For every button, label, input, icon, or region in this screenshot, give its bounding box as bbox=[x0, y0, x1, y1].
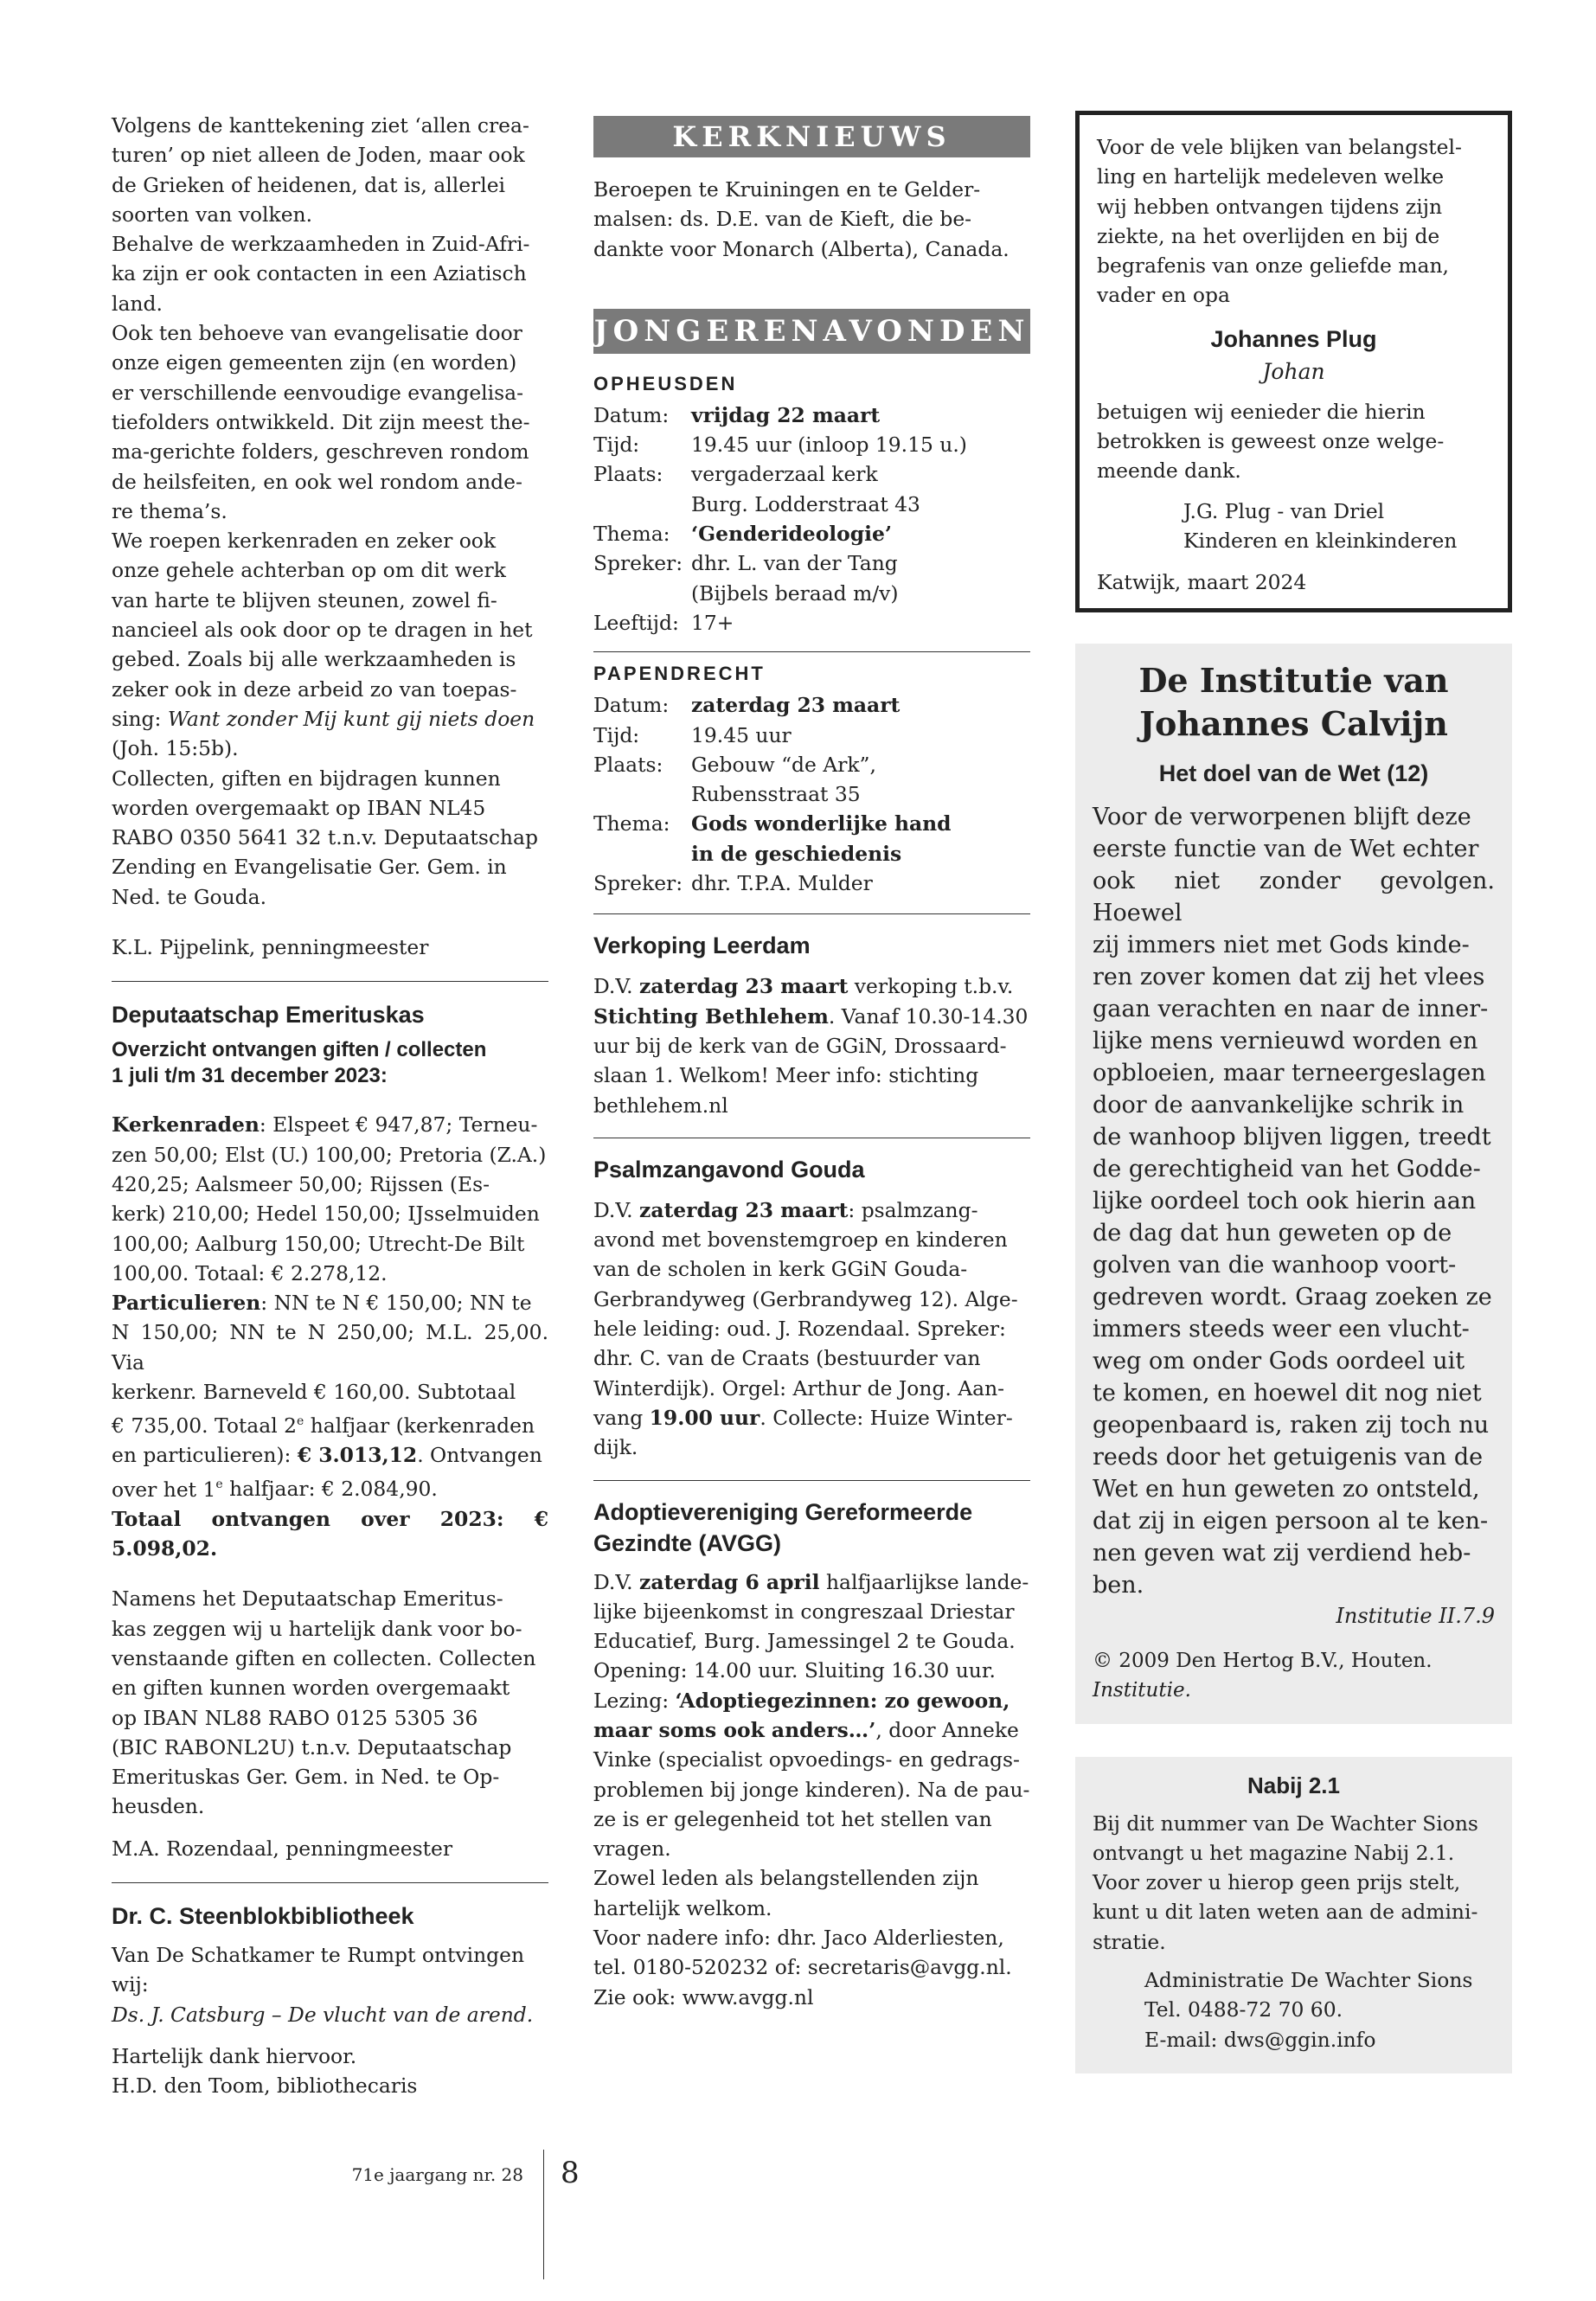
text-line: kas zeggen wij u hartelijk dank voor bo- bbox=[112, 1616, 522, 1641]
table-row bbox=[593, 779, 952, 809]
calvijn-title bbox=[1093, 659, 1495, 746]
time: 19.00 uur bbox=[649, 1405, 760, 1430]
text-segment: en particulieren): bbox=[112, 1443, 298, 1468]
text-line: gebed. Zoals bij alle werkzaamheden is bbox=[112, 647, 516, 672]
banner-kerknieuws: KERKNIEUWS bbox=[593, 116, 1030, 157]
text-line: nancieel als ook door op te dragen in het bbox=[112, 618, 533, 643]
text-line: Adoptievereniging Gereformeerde bbox=[593, 1498, 973, 1525]
nabij-text bbox=[1093, 1809, 1495, 1957]
text-line: Hartelijk dank hiervoor. bbox=[112, 2043, 357, 2068]
table-row bbox=[593, 608, 967, 638]
family-notice bbox=[1075, 111, 1512, 612]
thanks-paragraph bbox=[112, 1584, 548, 1821]
text-line bbox=[112, 1407, 548, 1440]
text-line: Gerbrandyweg (Gerbrandyweg 12). Alge- bbox=[593, 1286, 1018, 1311]
section-title: Psalmzangavond Gouda bbox=[593, 1156, 865, 1183]
row-value: 17+ bbox=[691, 610, 734, 635]
text-line: avond met bovenstemgroep en kinderen bbox=[593, 1227, 1008, 1253]
text-segment: $^e$ halfjaar: € 2.084,90. bbox=[215, 1477, 438, 1502]
row-label: Tijd: bbox=[593, 433, 640, 458]
text-line: Administratie De Wachter Sions bbox=[1144, 1968, 1473, 1993]
lecture-title: ‘Adoptiegezinnen: zo gewoon, bbox=[675, 1688, 1010, 1713]
section-title bbox=[593, 1497, 1030, 1559]
table-row bbox=[593, 809, 952, 838]
row-label bbox=[593, 839, 691, 868]
text-line: wij hebben ontvangen tijdens zijn bbox=[1097, 194, 1443, 219]
text-line: Bij dit nummer van De Wachter Sions bbox=[1093, 1811, 1478, 1836]
nabij-box bbox=[1075, 1757, 1512, 2073]
text-line: dijk. bbox=[593, 1435, 638, 1460]
row-label bbox=[593, 779, 691, 809]
row-value: vergaderzaal kerk bbox=[691, 462, 878, 487]
text-line: zij immers niet met Gods kinde- bbox=[1093, 931, 1470, 958]
row-value: Gods wonderlijke hand bbox=[691, 811, 952, 836]
banner-jongerenavonden: JONGERENAVONDEN bbox=[593, 309, 1030, 354]
text-line: lijke oordeel toch ook hierin aan bbox=[1093, 1187, 1477, 1215]
text-line: venstaande giften en collecten. Collecten bbox=[112, 1645, 536, 1670]
book-title: Institutie. bbox=[1093, 1678, 1191, 1702]
text-line: slaan 1. Welkom! Meer info: stichting bbox=[593, 1063, 979, 1088]
column-middle bbox=[593, 111, 1030, 2012]
row-label: Tijd: bbox=[593, 722, 640, 747]
text-segment: : NN te N € 150,00; NN te bbox=[260, 1291, 532, 1316]
text-segment: . Ontvangen bbox=[417, 1443, 542, 1468]
text-line: ontvangt u het magazine Nabij 2.1. bbox=[1093, 1840, 1455, 1865]
row-label: Datum: bbox=[593, 402, 670, 427]
event-table-papendrecht bbox=[593, 690, 952, 898]
section-title: Deputaatschap Emerituskas bbox=[112, 1002, 425, 1029]
text-line: reeds door het getuigenis van de bbox=[1093, 1443, 1484, 1471]
divider bbox=[112, 981, 548, 982]
row-value: vrijdag 22 maart bbox=[691, 402, 881, 427]
page-number: 8 bbox=[561, 2156, 580, 2190]
text-line: de wanhoop blijven liggen, treedt bbox=[1093, 1123, 1491, 1150]
intro-paragraph bbox=[112, 111, 548, 912]
text-line: de gerechtigheid van het Godde- bbox=[1093, 1155, 1481, 1183]
divider bbox=[593, 913, 1030, 914]
text-line: RABO 0350 5641 32 t.n.v. Deputaatschap bbox=[112, 825, 538, 850]
text-line bbox=[593, 1002, 1030, 1031]
text-line: wij: bbox=[112, 1972, 149, 1997]
notice-outro bbox=[1097, 397, 1490, 486]
signature: M.A. Rozendaal, penningmeester bbox=[112, 1836, 453, 1861]
text-line: N 150,00; NN te N 250,00; M.L. 25,00. Via bbox=[112, 1320, 548, 1375]
text-line: en giften kunnen worden overgemaakt bbox=[112, 1676, 510, 1701]
table-row bbox=[593, 750, 952, 779]
table-row bbox=[593, 430, 967, 459]
row-label: Plaats: bbox=[593, 752, 663, 777]
text-line: de heilsfeiten, en ook wel rondom ande- bbox=[112, 469, 522, 494]
table-row bbox=[593, 690, 952, 720]
text-segment: verkoping t.b.v. bbox=[848, 974, 1014, 999]
text-segment: $^e$ halfjaar (kerkenraden bbox=[297, 1413, 535, 1439]
deceased-name: Johannes Plug bbox=[1210, 325, 1377, 352]
text-line: Overzicht ontvangen giften / collecten bbox=[112, 1038, 487, 1062]
text-segment: halfjaarlijkse lande- bbox=[819, 1569, 1029, 1594]
row-value: dhr. L. van der Tang bbox=[691, 551, 898, 576]
row-value: 19.45 uur (inloop 19.15 u.) bbox=[691, 433, 967, 458]
organisation: Stichting Bethlehem bbox=[593, 1003, 829, 1029]
row-value: 19.45 uur bbox=[691, 722, 792, 747]
text-line bbox=[112, 1288, 548, 1317]
text-line: lijke bijeenkomst in congreszaal Driestar bbox=[593, 1599, 1015, 1624]
text-line: ze is er gelegenheid tot het stellen van bbox=[593, 1806, 992, 1831]
signature: H.D. den Toom, bibliothecaris bbox=[112, 2073, 418, 2099]
text-line: Collecten, giften en bijdragen kunnen bbox=[112, 766, 501, 791]
text-line: geopenbaard is, raken zij toch nu bbox=[1093, 1411, 1490, 1439]
text-line: (BIC RABONL2U) t.n.v. Deputaatschap bbox=[112, 1734, 512, 1759]
kerknieuws-text bbox=[593, 175, 1030, 264]
text-segment: € 735,00. Totaal 2 bbox=[112, 1413, 297, 1439]
event-table-opheusden bbox=[593, 401, 967, 638]
text-segment: sing: bbox=[112, 706, 168, 731]
text-line: Voor nadere info: dhr. Jaco Alderliesten, bbox=[593, 1926, 1004, 1951]
text-line bbox=[112, 1110, 548, 1139]
text-line: Ned. te Gouda. bbox=[112, 884, 267, 909]
text-line: zen 50,00; Elst (U.) 100,00; Pretoria (Z.A.) bbox=[112, 1142, 547, 1167]
divider bbox=[593, 1480, 1030, 1481]
text-line: Van De Schatkamer te Rumpt ontvingen bbox=[112, 1943, 525, 1968]
text-segment: . Vanaf 10.30-14.30 bbox=[828, 1003, 1029, 1029]
text-line: tel. 0180-520232 of: secretaris@avgg.nl. bbox=[593, 1955, 1012, 1980]
donations-list bbox=[112, 1110, 548, 1563]
text-line: Beroepen te Kruiningen en te Gelder- bbox=[593, 177, 981, 202]
nabij-contact bbox=[1093, 1965, 1495, 2054]
avgg-text bbox=[593, 1567, 1030, 2012]
divider bbox=[112, 1882, 548, 1883]
date: zaterdag 23 maart bbox=[639, 974, 849, 999]
text-line: kunt u dit laten weten aan de admini- bbox=[1093, 1900, 1478, 1925]
section-title: Verkoping Leerdam bbox=[593, 933, 811, 959]
text-line bbox=[112, 704, 548, 734]
text-segment: over het 1 bbox=[112, 1477, 216, 1502]
text-line: betuigen wij eenieder die hierin bbox=[1097, 399, 1426, 424]
text-line: tiefolders ontwikkeld. Dit zijn meest the- bbox=[112, 409, 530, 434]
text-line: 1 juli t/m 31 december 2023: bbox=[112, 1064, 388, 1088]
text-line: problemen bij jonge kinderen). Na de pau- bbox=[593, 1777, 1030, 1802]
table-row bbox=[593, 490, 967, 519]
text-line: ook niet zonder gevolgen. Hoewel bbox=[1093, 867, 1495, 926]
text-line: te komen, en hoewel dit nog niet bbox=[1093, 1379, 1482, 1407]
text-line: Gezindte (AVGG) bbox=[593, 1529, 782, 1556]
text-line: gaan verachten en naar de inner- bbox=[1093, 995, 1489, 1022]
text-line: Tel. 0488-72 70 60. bbox=[1144, 1997, 1343, 2022]
table-row bbox=[593, 839, 952, 868]
leerdam-text bbox=[593, 971, 1030, 1119]
text-line: Kinderen en kleinkinderen bbox=[1183, 528, 1458, 553]
text-line: ben. bbox=[1093, 1571, 1144, 1599]
table-row bbox=[593, 459, 967, 489]
text-line bbox=[593, 1715, 1030, 1745]
text-line: Volgens de kanttekening ziet ‘allen crea- bbox=[112, 113, 529, 138]
date: zaterdag 23 maart bbox=[639, 1197, 849, 1222]
text-line: uur bij de kerk van de GGiN, Drossaard- bbox=[593, 1033, 1007, 1058]
text-line: 100,00. Totaal: € 2.278,12. bbox=[112, 1260, 388, 1285]
text-line: J.G. Plug - van Driel bbox=[1183, 498, 1385, 523]
text-line: Voor de vele blijken van belangstel- bbox=[1097, 135, 1462, 159]
calvijn-copyright bbox=[1093, 1646, 1495, 1705]
table-row bbox=[593, 868, 952, 898]
row-value: dhr. T.P.A. Mulder bbox=[691, 871, 873, 896]
text-line bbox=[593, 971, 1030, 1001]
row-label: Datum: bbox=[593, 693, 670, 718]
text-line: ka zijn er ook contacten in een Aziatisch bbox=[112, 261, 527, 286]
date: zaterdag 6 april bbox=[639, 1569, 820, 1594]
notice-family bbox=[1097, 497, 1490, 556]
text-segment: : psalmzang- bbox=[848, 1197, 978, 1222]
section-subtitle bbox=[112, 1037, 548, 1089]
text-line bbox=[112, 1471, 548, 1504]
text-line: Opening: 14.00 uur. Sluiting 16.30 uur. bbox=[593, 1658, 996, 1683]
text-line: Johannes Calvijn bbox=[1139, 703, 1448, 743]
row-label: Leeftijd: bbox=[593, 610, 679, 635]
text-segment: Lezing: bbox=[593, 1688, 676, 1713]
row-value: in de geschiedenis bbox=[691, 841, 902, 866]
text-line: opbloeien, maar terneergeslagen bbox=[1093, 1059, 1486, 1086]
text-line: onze eigen gemeenten zijn (en worden) bbox=[112, 350, 517, 375]
text-segment: vang bbox=[593, 1405, 650, 1430]
row-label: Thema: bbox=[593, 522, 670, 547]
text-line: op IBAN NL88 RABO 0125 5305 36 bbox=[112, 1705, 478, 1730]
location-heading: OPHEUSDEN bbox=[593, 372, 738, 394]
text-line: betrokken is geweest onze welge- bbox=[1097, 429, 1445, 454]
text-line bbox=[112, 1440, 548, 1470]
text-line: Winterdijk). Orgel: Arthur de Jong. Aan- bbox=[593, 1375, 1005, 1400]
text-line: hartelijk welkom. bbox=[593, 1895, 772, 1920]
row-label: Plaats: bbox=[593, 462, 663, 487]
text-line: Voor zover u hierop geen prijs stelt, bbox=[1093, 1870, 1461, 1895]
text-line: er verschillende eenvoudige evangelisa- bbox=[112, 380, 523, 405]
nabij-title: Nabij 2.1 bbox=[1247, 1772, 1340, 1798]
text-line: van harte te blijven steunen, zowel fi- bbox=[112, 587, 497, 612]
row-label: Spreker: bbox=[593, 551, 683, 576]
text-line: We roepen kerkenraden en zeker ook bbox=[112, 529, 497, 554]
text-segment: D.V. bbox=[593, 974, 640, 999]
row-value: Rubensstraat 35 bbox=[691, 782, 861, 807]
text-line: heusden. bbox=[112, 1794, 205, 1819]
text-line: kerk) 210,00; Hedel 150,00; IJsselmuiden bbox=[112, 1202, 540, 1227]
text-line: meende dank. bbox=[1097, 458, 1241, 484]
notice-intro bbox=[1097, 132, 1490, 311]
text-line: begrafenis van onze geliefde man, bbox=[1097, 253, 1449, 279]
text-line: Educatief, Burg. Jamessingel 2 te Gouda. bbox=[593, 1629, 1016, 1654]
text-line: kerkenr. Barneveld € 160,00. Subtotaal bbox=[112, 1379, 516, 1404]
text-line: de Grieken of heidenen, dat is, allerlei bbox=[112, 172, 506, 197]
text-line: onze gehele achterban op om dit werk bbox=[112, 558, 506, 583]
text-line: ma-gerichte folders, geschreven rondom bbox=[112, 439, 529, 465]
text-line: Behalve de werkzaamheden in Zuid-Afri- bbox=[112, 232, 530, 257]
table-row bbox=[593, 401, 967, 430]
deceased-nickname: Johan bbox=[1262, 358, 1325, 384]
row-label bbox=[593, 579, 691, 608]
text-line: zeker ook in deze arbeid zo van toepas- bbox=[112, 676, 517, 702]
text-line: vader en opa bbox=[1097, 283, 1230, 308]
table-row bbox=[593, 519, 967, 548]
text-line: Voor de verworpenen blijft deze bbox=[1093, 803, 1471, 830]
text-line: re thema’s. bbox=[112, 498, 228, 523]
row-label bbox=[593, 490, 691, 519]
table-row bbox=[593, 548, 967, 578]
text-segment: : Elspeet € 947,87; Terneu- bbox=[259, 1112, 538, 1138]
text-line: nen geven wat zij verdiend heb- bbox=[1093, 1539, 1471, 1567]
email-line: E-mail: dws@ggin.info bbox=[1144, 2027, 1376, 2052]
text-line: vragen. bbox=[593, 1836, 671, 1862]
label: Particulieren bbox=[112, 1291, 261, 1316]
signature: K.L. Pijpelink, penningmeester bbox=[112, 935, 429, 960]
section-title: Dr. C. Steenblokbibliotheek bbox=[112, 1903, 414, 1930]
column-right bbox=[1075, 111, 1512, 2073]
row-value: Gebouw “de Ark”, bbox=[691, 752, 876, 777]
text-line bbox=[593, 1195, 1030, 1225]
text-line: Ook ten behoeve van evangelisatie door bbox=[112, 321, 522, 346]
text-line: Namens het Deputaatschap Emeritus- bbox=[112, 1586, 503, 1612]
text-line: worden overgemaakt op IBAN NL45 bbox=[112, 795, 486, 820]
psalm-text bbox=[593, 1195, 1030, 1463]
text-line: stratie. bbox=[1093, 1929, 1166, 1954]
text-segment: D.V. bbox=[593, 1197, 640, 1222]
calvijn-source: Institutie II.7.9 bbox=[1336, 1603, 1495, 1628]
text-line: door de aanvankelijke schrik in bbox=[1093, 1091, 1465, 1118]
text-line: hele leiding: oud. J. Rozendaal. Spreker: bbox=[593, 1317, 1006, 1342]
library-paragraph bbox=[112, 1940, 548, 2029]
amount: € 3.013,12 bbox=[297, 1443, 418, 1468]
text-line: malsen: ds. D.E. van de Kieft, die be- bbox=[593, 207, 972, 232]
row-value: ‘Genderideologie’ bbox=[691, 522, 893, 547]
text-line: dhr. C. van de Craats (bestuurder van bbox=[593, 1346, 981, 1371]
notice-place-date: Katwijk, maart 2024 bbox=[1097, 570, 1307, 595]
text-line bbox=[593, 1403, 1030, 1433]
text-line: soorten van volken. bbox=[112, 202, 313, 227]
table-row bbox=[593, 721, 952, 750]
text-line: lijke mens vernieuwd worden en bbox=[1093, 1027, 1478, 1054]
text-line: Zowel leden als belangstellenden zijn bbox=[593, 1866, 979, 1891]
text-line: ren zover komen dat zij het vlees bbox=[1093, 963, 1485, 990]
text-line bbox=[593, 1567, 1030, 1597]
text-line: golven van die wanhoop voort- bbox=[1093, 1251, 1457, 1279]
text-line: Vinke (specialist opvoedings- en gedrags- bbox=[593, 1747, 1020, 1772]
text-line: Emerituskas Ger. Gem. in Ned. te Op- bbox=[112, 1765, 500, 1790]
text-line: bethlehem.nl bbox=[593, 1093, 728, 1118]
row-value: zaterdag 23 maart bbox=[691, 693, 901, 718]
row-label: Spreker: bbox=[593, 871, 683, 896]
row-label: Thema: bbox=[593, 811, 670, 836]
row-value: Burg. Lodderstraat 43 bbox=[691, 491, 920, 516]
text-line: dankte voor Monarch (Alberta), Canada. bbox=[593, 236, 1010, 261]
text-segment: . Collecte: Huize Winter- bbox=[760, 1405, 1013, 1430]
divider bbox=[593, 651, 1030, 652]
book-title: Ds. J. Catsburg – De vlucht van de arend. bbox=[112, 2002, 534, 2027]
text-line: weg om onder Gods oordeel uit bbox=[1093, 1347, 1465, 1375]
calvijn-subtitle: Het doel van de Wet (12) bbox=[1158, 760, 1429, 786]
text-line: dat zij in eigen persoon al te ken- bbox=[1093, 1507, 1489, 1535]
text-line: 420,25; Aalsmeer 50,00; Rijssen (Es- bbox=[112, 1171, 490, 1196]
label: Kerkenraden bbox=[112, 1112, 260, 1138]
text-line: 100,00; Aalburg 150,00; Utrecht-De Bilt bbox=[112, 1231, 525, 1256]
text-line: immers steeds weer een vlucht- bbox=[1093, 1315, 1470, 1343]
text-line bbox=[593, 1686, 1030, 1715]
text-segment: , door Anneke bbox=[875, 1717, 1019, 1742]
library-thanks bbox=[112, 2041, 548, 2101]
text-line: ziekte, na het overlijden en bij de bbox=[1097, 223, 1440, 248]
text-line: de dag dat hun geweten op de bbox=[1093, 1219, 1452, 1247]
calvijn-box bbox=[1075, 644, 1512, 1724]
calvijn-text bbox=[1093, 801, 1495, 1601]
text-line: land. bbox=[112, 291, 163, 316]
bible-quote: Want zonder Mij kunt gij niets doen bbox=[167, 706, 535, 731]
text-line: ling en hartelijk medeleven welke bbox=[1097, 164, 1445, 189]
text-line: Wet en hun geweten zo ontsteld, bbox=[1093, 1475, 1480, 1503]
total-line: Totaal ontvangen over 2023: € 5.098,02. bbox=[112, 1506, 548, 1561]
column-left bbox=[112, 111, 548, 2101]
text-line: turen’ op niet alleen de Joden, maar ook bbox=[112, 143, 525, 168]
text-line: van de scholen in kerk GGiN Gouda- bbox=[593, 1257, 968, 1282]
text-line: Zending en Evangelisatie Ger. Gem. in bbox=[112, 855, 507, 880]
text-line: De Institutie van bbox=[1138, 660, 1449, 700]
text-segment: D.V. bbox=[593, 1569, 640, 1594]
row-value: (Bijbels beraad m/v) bbox=[691, 580, 899, 606]
text-line: (Joh. 15:5b). bbox=[112, 736, 239, 761]
text-line: eerste functie van de Wet echter bbox=[1093, 835, 1479, 862]
text-line: Zie ook: www.avgg.nl bbox=[593, 1984, 814, 2009]
text-line: gedreven wordt. Graag zoeken ze bbox=[1093, 1283, 1492, 1311]
footer-divider bbox=[543, 2150, 544, 2279]
text-line: © 2009 Den Hertog B.V., Houten. bbox=[1093, 1649, 1433, 1672]
lecture-title: maar soms ook anders…’ bbox=[593, 1717, 876, 1742]
issue-info: 71e jaargang nr. 28 bbox=[351, 2164, 523, 2185]
location-heading: PAPENDRECHT bbox=[593, 663, 766, 685]
table-row bbox=[593, 579, 967, 608]
